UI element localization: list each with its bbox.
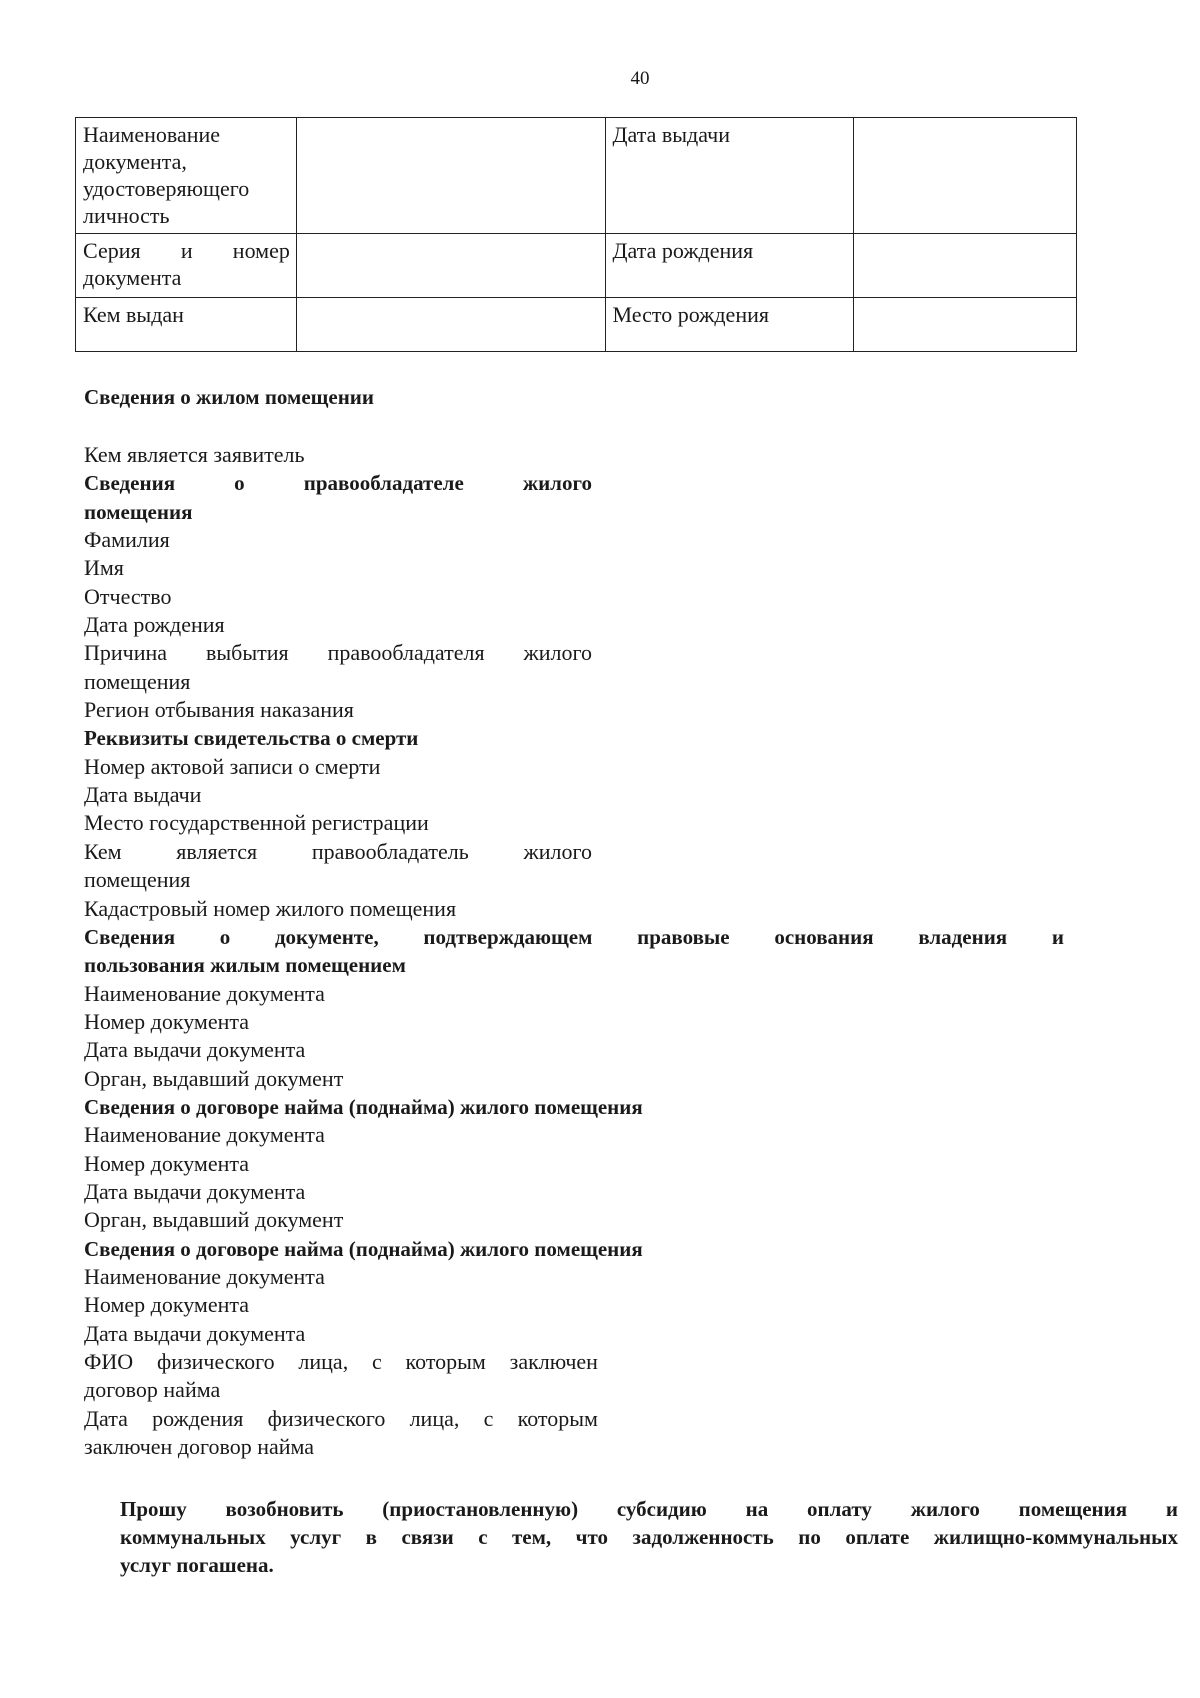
birth-place-value-cell[interactable] bbox=[853, 298, 1076, 352]
and-word: и bbox=[180, 238, 193, 263]
word: физического bbox=[267, 1405, 386, 1431]
birth-date-value-cell[interactable] bbox=[853, 234, 1076, 298]
owner-role-label-cont: помещения bbox=[84, 867, 191, 893]
word: Сведения bbox=[84, 471, 176, 496]
word: жилого bbox=[522, 471, 592, 496]
word: рождения bbox=[152, 1405, 244, 1431]
number-word: номер bbox=[232, 238, 290, 263]
word: правообладателя bbox=[327, 640, 485, 666]
table-row bbox=[76, 298, 1077, 352]
word: владения bbox=[918, 924, 1008, 949]
request-paragraph bbox=[120, 1495, 1178, 1579]
cadastral-number-label: Кадастровый номер жилого помещения bbox=[84, 895, 457, 921]
doc-number-label: Номер документа bbox=[84, 1292, 250, 1318]
ownership-doc-heading-cont: пользования жилым помещением bbox=[84, 953, 406, 978]
word: правообладатель bbox=[311, 838, 469, 864]
doc-name-label: Наименование документа bbox=[84, 1122, 325, 1148]
word: которым bbox=[405, 1349, 486, 1374]
tenant-birth-label-cont: заключен договор найма bbox=[84, 1434, 315, 1460]
word: ФИО bbox=[84, 1349, 134, 1374]
applicant-role-label: Кем является заявитель bbox=[84, 442, 305, 467]
series-word: Серия bbox=[83, 238, 141, 263]
owner-heading bbox=[84, 469, 592, 497]
page-number: 40 bbox=[630, 68, 650, 89]
issued-by-label: Кем выдан bbox=[76, 298, 297, 352]
doc-date-label: Дата выдачи документа bbox=[84, 1320, 306, 1346]
word: основания bbox=[774, 924, 874, 949]
section-heading: Сведения о жилом помещении bbox=[84, 385, 374, 409]
registration-place-label: Место государственной регистрации bbox=[84, 810, 429, 836]
doc-number-label: Номер документа bbox=[84, 1008, 250, 1034]
issue-date-label: Дата выдачи bbox=[605, 118, 853, 234]
tenant-birth-label bbox=[84, 1405, 598, 1433]
sentence-region-label: Регион отбывания наказания bbox=[84, 697, 354, 723]
lease-heading: Сведения о договоре найма (поднайма) жилого помещения bbox=[84, 1236, 643, 1261]
word: выбытия bbox=[205, 640, 289, 666]
tenant-fio-label-cont: договор найма bbox=[84, 1377, 221, 1403]
doc-name-value-cell[interactable] bbox=[296, 118, 605, 234]
leave-reason-label bbox=[84, 639, 592, 667]
word: о bbox=[234, 471, 245, 496]
word: подтверждающем bbox=[423, 924, 593, 949]
series-number-label bbox=[76, 234, 297, 298]
request-line: коммунальных услуг в связи с тем, что задолженность по оплате жилищно-коммунальных bbox=[120, 1525, 1178, 1549]
request-line: услуг погашена. bbox=[120, 1553, 274, 1577]
doc-date-label: Дата выдачи документа bbox=[84, 1178, 306, 1204]
name-label: Имя bbox=[84, 555, 124, 581]
birth-date-label: Дата рождения bbox=[84, 612, 225, 638]
doc-name-label: Наименование документа bbox=[84, 1263, 325, 1289]
word: с bbox=[483, 1405, 494, 1431]
issue-date-value-cell[interactable] bbox=[853, 118, 1076, 234]
doc-number-label: Номер документа bbox=[84, 1150, 250, 1176]
doc-issuer-label: Орган, выдавший документ bbox=[84, 1207, 344, 1233]
word: о bbox=[219, 924, 231, 949]
doc-name-label: Наименование документа bbox=[84, 980, 325, 1006]
identity-document-table bbox=[75, 117, 1077, 352]
document-word: документа bbox=[83, 265, 182, 290]
word: Дата bbox=[84, 1405, 128, 1431]
word: правообладателе bbox=[303, 471, 464, 496]
word: с bbox=[371, 1349, 382, 1374]
lease-heading: Сведения о договоре найма (поднайма) жилого помещения bbox=[84, 1094, 643, 1119]
death-cert-heading: Реквизиты свидетельства о смерти bbox=[84, 726, 419, 751]
tenant-fio-label bbox=[84, 1348, 598, 1376]
word: Сведения bbox=[84, 924, 176, 949]
series-number-value-cell[interactable] bbox=[296, 234, 605, 298]
word: физического bbox=[156, 1349, 275, 1374]
word: заключен bbox=[509, 1349, 598, 1374]
word: правовые bbox=[637, 924, 730, 949]
owner-heading-cont: помещения bbox=[84, 499, 193, 524]
patronymic-label: Отчество bbox=[84, 583, 172, 609]
doc-issuer-label: Орган, выдавший документ bbox=[84, 1065, 344, 1091]
request-line: Прошу возобновить (приостановленную) субсидию на оплату жилого помещения и bbox=[120, 1497, 1178, 1521]
issued-by-value-cell[interactable] bbox=[296, 298, 605, 352]
birth-place-label: Место рождения bbox=[605, 298, 853, 352]
ownership-doc-heading bbox=[84, 923, 1064, 951]
word: лица, bbox=[409, 1405, 460, 1431]
field-list bbox=[84, 441, 1084, 1461]
doc-date-label: Дата выдачи документа bbox=[84, 1037, 306, 1063]
death-record-number-label: Номер актовой записи о смерти bbox=[84, 753, 381, 779]
word: жилого bbox=[523, 838, 592, 864]
word: которым bbox=[517, 1405, 598, 1431]
issue-date-label: Дата выдачи bbox=[84, 782, 202, 808]
word: и bbox=[1051, 924, 1064, 949]
word: документе, bbox=[274, 924, 379, 949]
surname-label: Фамилия bbox=[84, 527, 170, 553]
leave-reason-label-cont: помещения bbox=[84, 668, 191, 694]
owner-role-label bbox=[84, 838, 592, 866]
word: является bbox=[176, 838, 258, 864]
birth-date-label: Дата рождения bbox=[605, 234, 853, 298]
word: Кем bbox=[84, 838, 122, 864]
word: жилого bbox=[523, 640, 592, 666]
table-row bbox=[76, 118, 1077, 234]
doc-name-label: Наименование документа, удостоверяющего личность bbox=[76, 118, 297, 234]
table-row bbox=[76, 234, 1077, 298]
word: лица, bbox=[298, 1349, 349, 1374]
word: Причина bbox=[84, 640, 168, 666]
